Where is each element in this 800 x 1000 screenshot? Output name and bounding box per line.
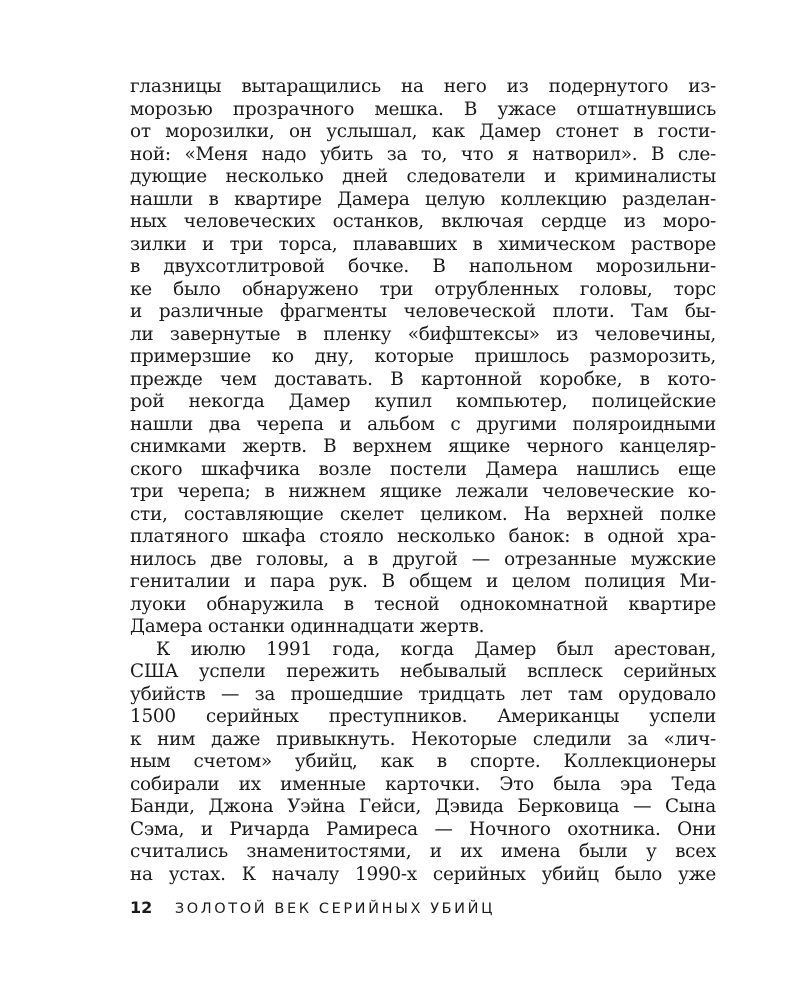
text-line: гениталии и пара рук. В общем и целом полиция Ми- [130,571,716,592]
text-line: платяного шкафа стояло несколько банок: в одной хра- [130,526,716,547]
text-line: луоки обнаружила в тесной однокомнатной квартире [130,593,716,615]
paragraph-2 [130,639,716,887]
paragraph-1 [130,76,716,639]
text-line: ского шкафчика возле постели Дамера нашлись еще [130,458,716,480]
text-line: Банди, Джона Уэйна Гейси, Дэвида Берковица — Сына [130,796,716,817]
text-line: ке было обнаружено три отрубленных головы, торс [130,278,716,300]
body-text [130,76,716,886]
text-line: и различные фрагменты человеческой плоти. Там бы- [130,301,716,322]
running-title: ЗОЛОТОЙ ВЕК СЕРИЙНЫХ УБИЙЦ [174,901,495,917]
page-number: 12 [130,898,153,917]
text-line: глазницы вытаращились на него из подернутого из- [130,76,716,97]
text-line: 1500 серийных преступников. Американцы успели [130,706,716,727]
text-line: ной: «Меня надо убить за то, что я натворил». В сле- [130,143,716,165]
text-line: нашли в квартире Дамера целую коллекцию разделан- [130,188,716,210]
text-line: рой некогда Дамер купил компьютер, полицейские [130,391,716,412]
text-line: зилки и три торса, плававших в химическом растворе [130,233,716,255]
text-line: на устах. К началу 1990-х серийных убийц было уже [130,863,716,885]
text-line: прежде чем доставать. В картонной коробке, в кото- [130,368,716,390]
text-line: от морозилки, он услышал, как Дамер стонет в гости- [130,121,716,142]
text-line: примерзшие ко дну, которые пришлось разморозить, [130,346,716,367]
text-line: дующие несколько дней следователи и криминалисты [130,166,716,187]
text-line: США успели пережить небывалый всплеск серийных [130,661,716,682]
text-line: считались знаменитостями, и их имена были у всех [130,841,716,862]
text-line: ным счетом» убийц, как в спорте. Коллекционеры [130,751,716,772]
text-line: Сэма, и Ричарда Рамиреса — Ночного охотника. Они [130,818,716,840]
text-line: морозью прозрачного мешка. В ужасе отшатнувшись [130,98,716,120]
page-footer [130,898,716,919]
text-line: снимками жертв. В верхнем ящике черного канцеляр- [130,436,716,457]
text-line: к ним даже привыкнуть. Некоторые следили за «лич- [130,728,716,750]
text-line: нилось две головы, а в другой — отрезанные мужские [130,548,716,570]
text-line: сти, составляющие скелет целиком. На верхней полке [130,503,716,525]
text-line: убийств — за прошедшие тридцать лет там орудовало [130,683,716,705]
text-line: ных человеческих останков, включая сердце из моро- [130,211,716,232]
text-line: три черепа; в нижнем ящике лежали человеческие ко- [130,481,716,502]
text-line: К июлю 1991 года, когда Дамер был арестован, [156,638,716,660]
text-line: ли завернутые в пленку «бифштексы» из человечины, [130,323,716,345]
text-line: Дамера останки одиннадцати жертв. [130,616,485,637]
text-line: собирали их именные карточки. Это была эра Теда [130,773,716,795]
text-line: в двухсотлитровой бочке. В напольном морозильни- [130,256,716,277]
text-line: нашли два черепа и альбом с другими поляроидными [130,413,716,435]
